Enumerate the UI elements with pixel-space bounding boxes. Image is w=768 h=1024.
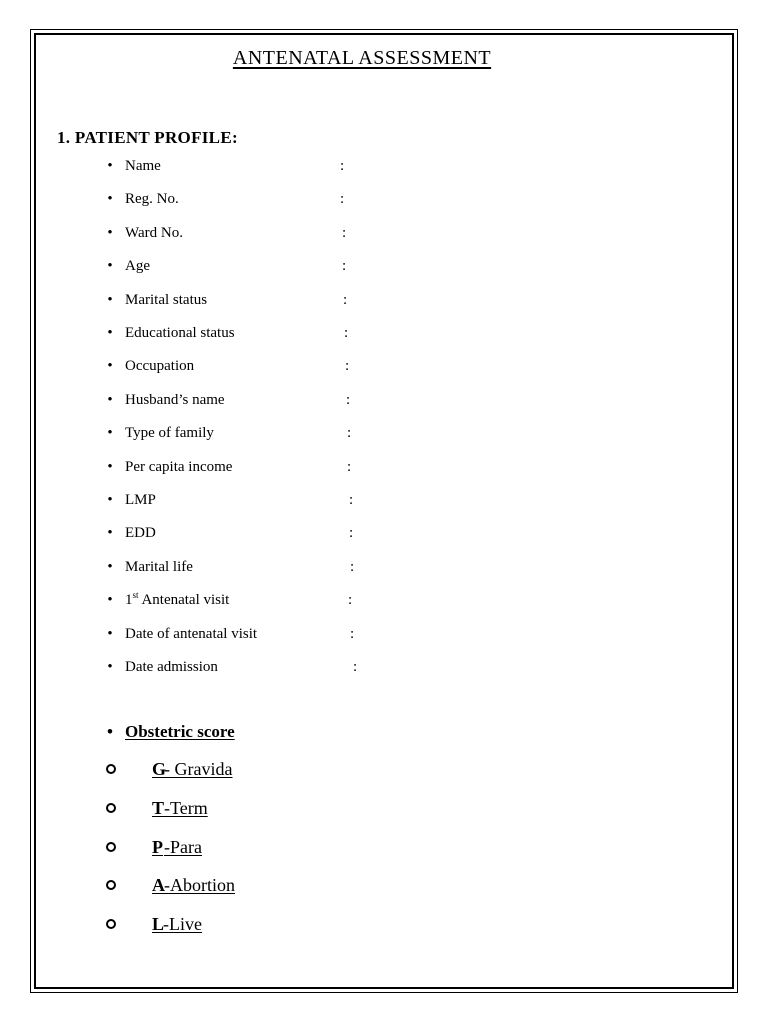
circle-bullet-icon [106, 803, 116, 813]
ordinal-number: 1 [125, 592, 133, 609]
field-colon: : [342, 258, 347, 275]
field-colon: : [343, 291, 348, 308]
bullet-icon: • [107, 391, 113, 408]
bullet-icon: • [107, 558, 113, 575]
obstetric-letter: L [152, 914, 165, 935]
field-colon: : [347, 458, 352, 475]
field-colon: : [346, 391, 351, 408]
bullet-icon: • [107, 425, 113, 442]
field-label: Husband’s name [125, 391, 225, 408]
obstetric-letter: T [152, 797, 165, 818]
field-colon: : [350, 625, 355, 642]
obstetric-term: - Gravida [164, 759, 233, 779]
obstetric-term: -Term [164, 797, 208, 818]
field-label: LMP [125, 492, 156, 508]
field-colon: : [353, 659, 358, 675]
bullet-icon: • [107, 592, 113, 609]
field-label: Ward No. [125, 224, 183, 241]
field-label: Occupation [125, 358, 195, 375]
field-colon: : [340, 158, 345, 174]
field-label: Per capita income [125, 458, 233, 475]
field-label: Educational status [125, 325, 235, 341]
field-colon: : [350, 558, 355, 575]
obstetric-letter: P [152, 836, 163, 857]
field-label: EDD [125, 525, 156, 542]
bullet-icon: • [107, 158, 113, 174]
field-label: Date of antenatal visit [125, 625, 258, 642]
circle-bullet-icon [106, 842, 116, 852]
field-colon: : [344, 325, 349, 341]
bullet-icon: • [107, 191, 113, 208]
bullet-icon: • [107, 722, 113, 741]
bullet-icon: • [107, 659, 113, 675]
section-heading-patient-profile: 1. PATIENT PROFILE: [57, 128, 238, 147]
ordinal-suffix: st [132, 590, 139, 601]
bullet-icon: • [107, 358, 113, 375]
bullet-icon: • [107, 525, 113, 542]
field-colon: : [348, 592, 353, 609]
bullet-icon: • [107, 291, 113, 308]
bullet-icon: • [107, 258, 113, 275]
field-colon: : [349, 525, 354, 542]
obstetric-score-label: Obstetric score [125, 722, 235, 741]
field-label: Date admission [125, 659, 218, 675]
obstetric-term: -Para [164, 836, 202, 857]
field-colon: : [349, 492, 354, 508]
field-label: Marital life [125, 558, 193, 575]
circle-bullet-icon [106, 764, 116, 774]
field-label: Marital status [125, 291, 208, 308]
obstetric-term: -Live [163, 914, 202, 935]
field-label: Type of family [125, 425, 214, 442]
field-colon: : [340, 191, 345, 208]
bullet-icon: • [107, 224, 113, 241]
bullet-icon: • [107, 325, 113, 341]
field-label: Reg. No. [125, 191, 179, 208]
bullet-icon: • [107, 625, 113, 642]
obstetric-term: -Abortion [164, 875, 235, 896]
field-label [125, 590, 229, 610]
field-colon: : [342, 224, 347, 241]
field-colon: : [345, 358, 350, 375]
page-border-inner [34, 33, 734, 989]
field-label: Name [125, 158, 161, 174]
field-label: Age [125, 258, 150, 275]
field-colon: : [347, 425, 352, 442]
document-title: ANTENATAL ASSESSMENT [232, 47, 492, 69]
field-label-text: Antenatal visit [141, 592, 230, 609]
obstetric-letter: G [152, 759, 167, 779]
bullet-icon: • [107, 458, 113, 475]
bullet-icon: • [107, 492, 113, 508]
obstetric-letter: A [152, 875, 165, 896]
